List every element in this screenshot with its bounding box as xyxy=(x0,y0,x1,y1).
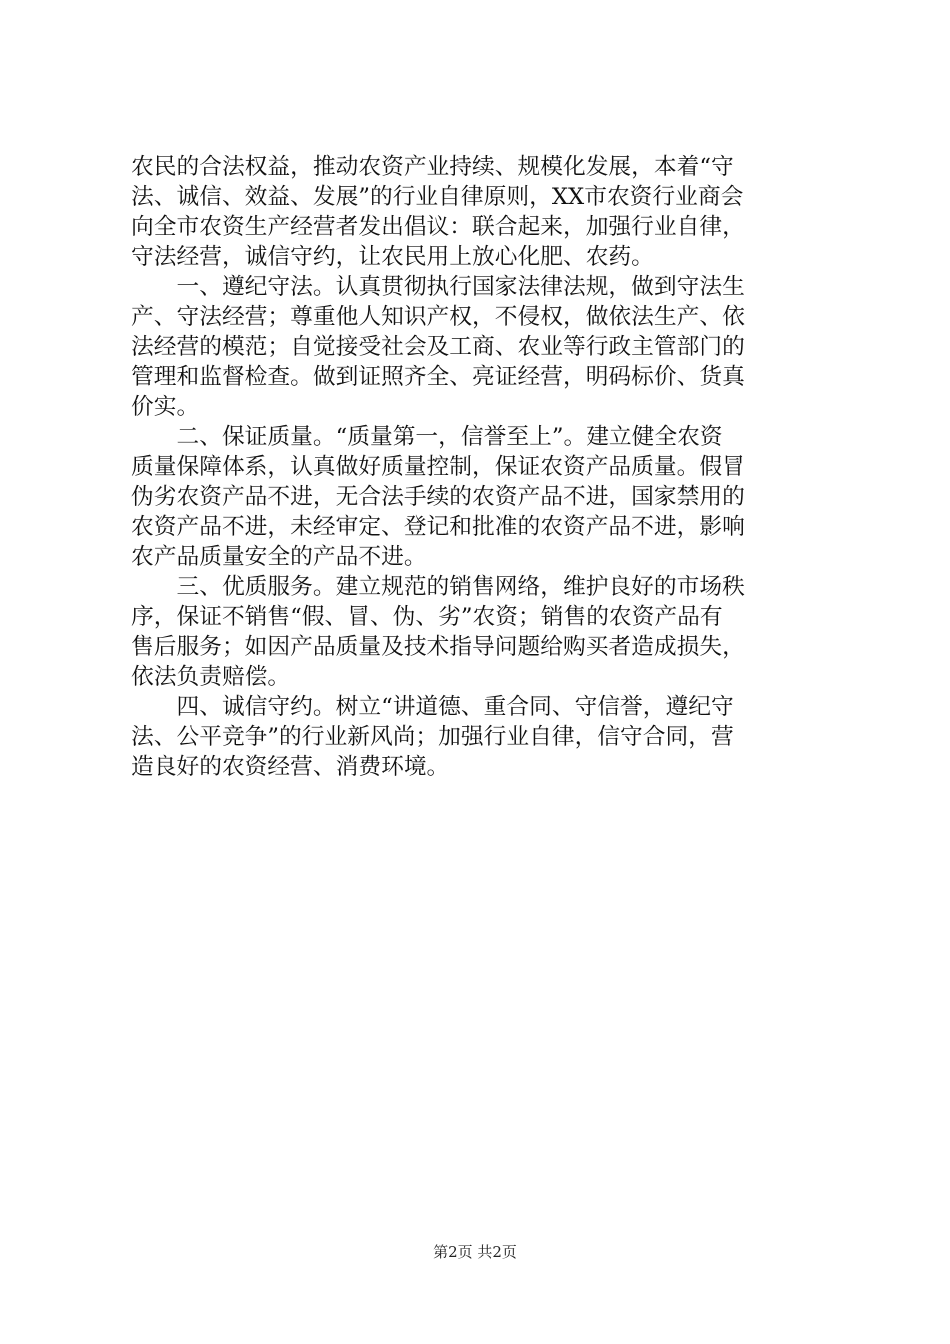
document-body xyxy=(131,152,831,782)
body-text-line: 造良好的农资经营、消费环境。 xyxy=(131,754,450,780)
body-text-line: 依法负责赔偿。 xyxy=(131,664,291,690)
body-text-line: 一、遵纪守法。认真贯彻执行国家法律法规，做到守法生 xyxy=(131,274,745,300)
body-text-line: 售后服务；如因产品质量及技术指导问题给购买者造成损失， xyxy=(131,634,745,660)
body-text-line: 管理和监督检查。做到证照齐全、亮证经营，明码标价、货真 xyxy=(131,364,745,390)
body-text-line: 三、优质服务。建立规范的销售网络，维护良好的市场秩 xyxy=(131,574,745,600)
body-text-line: 质量保障体系，认真做好质量控制，保证农资产品质量。假冒 xyxy=(131,454,745,480)
body-text-line: 四、诚信守约。树立“讲道德、重合同、守信誉，遵纪守 xyxy=(131,694,734,720)
body-text-line: 伪劣农资产品不进，无合法手续的农资产品不进，国家禁用的 xyxy=(131,484,745,510)
body-text-line: 二、保证质量。“质量第一，信誉至上”。建立健全农资 xyxy=(131,424,723,450)
body-text-line: 法经营的模范；自觉接受社会及工商、农业等行政主管部门的 xyxy=(131,334,745,360)
body-text-line: 法、公平竞争”的行业新风尚；加强行业自律，信守合同，营 xyxy=(131,724,734,750)
body-text-line: 法、诚信、效益、发展”的行业自律原则，XX市农资行业商会 xyxy=(131,184,744,210)
body-text-line: 农民的合法权益，推动农资产业持续、规模化发展，本着“守 xyxy=(131,154,734,180)
body-text-line: 向全市农资生产经营者发出倡议：联合起来，加强行业自律， xyxy=(131,214,745,240)
page-number-footer: 第2页 共2页 xyxy=(433,1243,517,1261)
body-text-line: 农产品质量安全的产品不进。 xyxy=(131,544,427,570)
body-text-line: 价实。 xyxy=(131,394,200,420)
body-text-line: 产、守法经营；尊重他人知识产权，不侵权，做依法生产、依 xyxy=(131,304,745,330)
body-text-line: 农资产品不进，未经审定、登记和批准的农资产品不进，影响 xyxy=(131,514,745,540)
body-text-line: 守法经营，诚信守约，让农民用上放心化肥、农药。 xyxy=(131,244,654,270)
body-text-line: 序，保证不销售“假、冒、伪、劣”农资；销售的农资产品有 xyxy=(131,604,723,630)
